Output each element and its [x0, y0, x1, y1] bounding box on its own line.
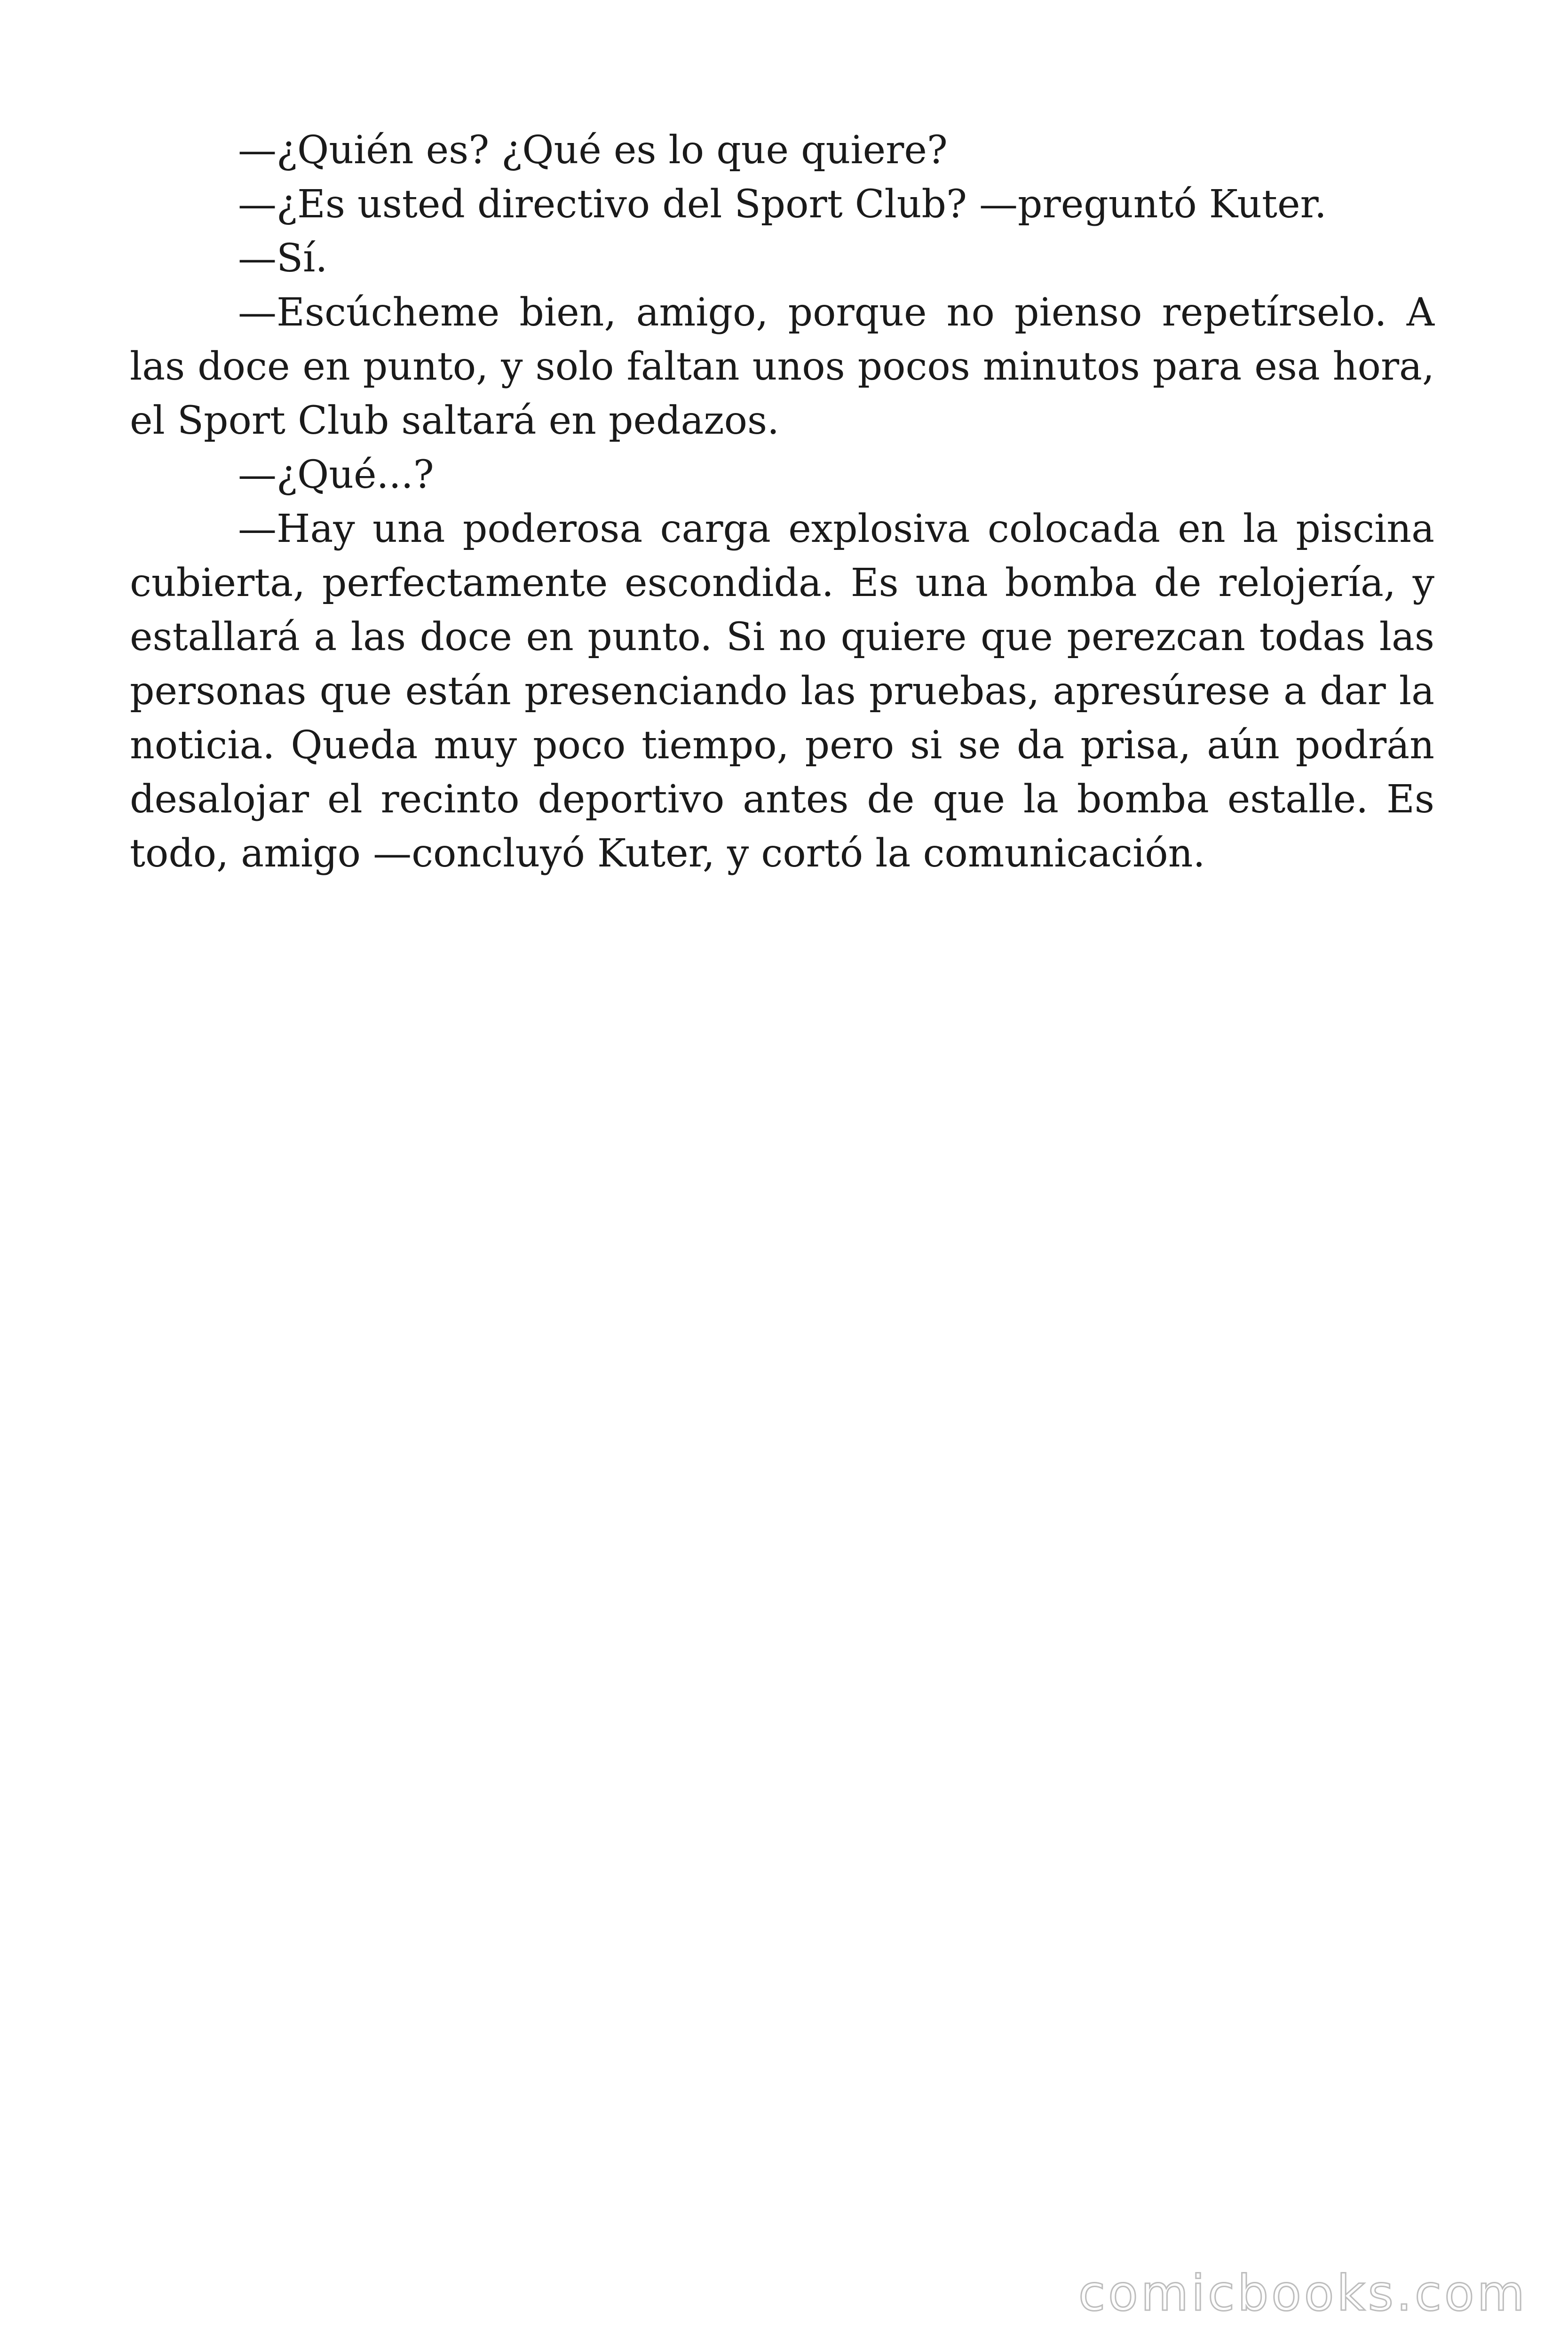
- paragraph: —Sí.: [238, 236, 328, 281]
- paragraph: —Escúcheme bien, amigo, porque no pienso repetírselo. A las doce en punto, y solo faltan unos pocos minutos para esa hora, el Sport Club saltará en pedazos.: [130, 290, 1434, 443]
- paragraph: —Hay una poderosa carga explosiva colocada en la piscina cubierta, perfectamente escondida. Es una bomba de relojería, y estallará a las doce en punto. Si no quiere que perezcan todas las personas que están presenciando las pruebas, apresúrese a dar la noticia. Queda muy poco tiempo, pero si se da prisa, aún podrán desalojar el recinto deportivo antes de que la bomba estalle. Es todo, amigo —concluyó Kuter, y cortó la comunicación.: [130, 507, 1434, 876]
- page-text: [130, 123, 1434, 881]
- paragraph: —¿Qué...?: [238, 453, 434, 497]
- paragraph: —¿Es usted directivo del Sport Club? —preguntó Kuter.: [238, 182, 1327, 227]
- watermark: comicbooks.com: [1078, 2265, 1528, 2322]
- paragraph: —¿Quién es? ¿Qué es lo que quiere?: [238, 128, 948, 173]
